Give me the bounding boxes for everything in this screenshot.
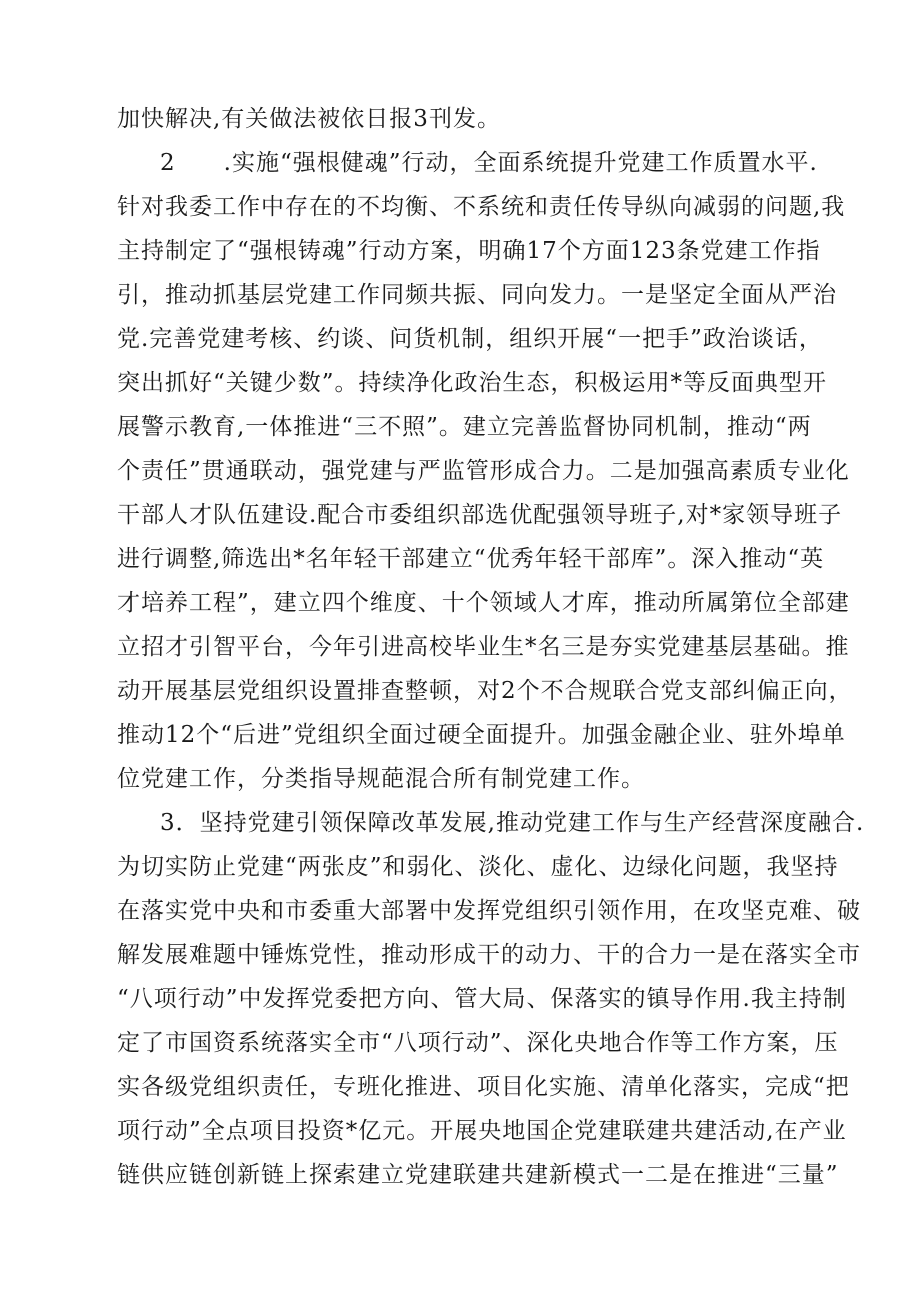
text-line: 2 .实施“强根健魂”行动，全面系统提升党建工作质置水平. [160, 150, 818, 176]
text-line: 动开展基层党组织设置排查整顿，对2个不合规联合党支部纠偏正向， [117, 678, 853, 704]
text-line: 为切实防止党建“两张皮”和弱化、淡化、虚化、边绿化问题，我坚持 [117, 854, 839, 880]
text-line: 位党建工作，分类指导规葩混合所有制党建工作。 [117, 766, 645, 792]
text-line: 引，推动抓基层党建工作同频共振、同向发力。一是坚定全面从严治 [117, 282, 837, 308]
text-line: 解发展难题中锤炼党性，推动形成干的动力、干的合力一是在落实全市 [117, 942, 861, 968]
text-line: 干部人才队伍建设.配合市委组织部选优配强领导班子,对*家领导班子 [117, 502, 843, 528]
text-line: 展警示教育,一体推进“三不照”。建立完善监督协同机制，推动“两 [117, 414, 812, 440]
text-line: 在落实党中央和市委重大部署中发挥党组织引领作用，在攻坚克难、破 [117, 898, 861, 924]
text-line: 加快解决,有关做法被依日报3刊发。 [117, 106, 501, 132]
text-line: 才培养工程”，建立四个维度、十个领域人才库，推动所属第位全部建 [117, 590, 850, 616]
text-line: 针对我委工作中存在的不均衡、不系统和责任传导纵向减弱的问题,我 [117, 194, 846, 220]
text-line: 突出抓好“关键少数”。持续净化政治生态，积极运用*等反面典型开 [117, 370, 828, 396]
text-line: 3．坚持党建引领保障改革发展,推动党建工作与生产经营深度融合. [160, 810, 865, 836]
text-line: 项行动”全点项目投资*亿元。开展央地国企党建联建共建活动,在产业 [117, 1118, 847, 1144]
text-line: 实各级党组织责任，专班化推进、项目化实施、清单化落实，完成“把 [117, 1074, 850, 1100]
text-line: “八项行动”中发挥党委把方向、管大局、保落实的镇导作用.我主持制 [117, 986, 847, 1012]
text-line: 链供应链创新链上探索建立党建联建共建新模式一二是在推进“三量” [117, 1162, 839, 1188]
text-line: 主持制定了“强根铸魂”行动方案，明确17个方面123条党建工作指 [117, 238, 821, 264]
text-line: 党.完善党建考核、约谈、问货机制，组织开展“一把手”政治谈话， [117, 326, 823, 352]
text-line: 定了市国资系统落实全市“八项行动”、深化央地合作等工作方案，压 [117, 1030, 839, 1056]
text-line: 个责任”贯通联动，强党建与严监管形成合力。二是加强高素质专业化 [117, 458, 850, 484]
text-line: 推动12个“后进”党组织全面过硬全面提升。加强金融企业、驻外埠单 [117, 722, 846, 748]
text-line: 立招才引智平台，今年引进高校毕业生*名三是夯实党建基层基础。推 [117, 634, 850, 660]
text-line: 进行调整,筛选出*名年轻干部建立“优秀年轻干部库”。深入推动“英 [117, 546, 825, 572]
